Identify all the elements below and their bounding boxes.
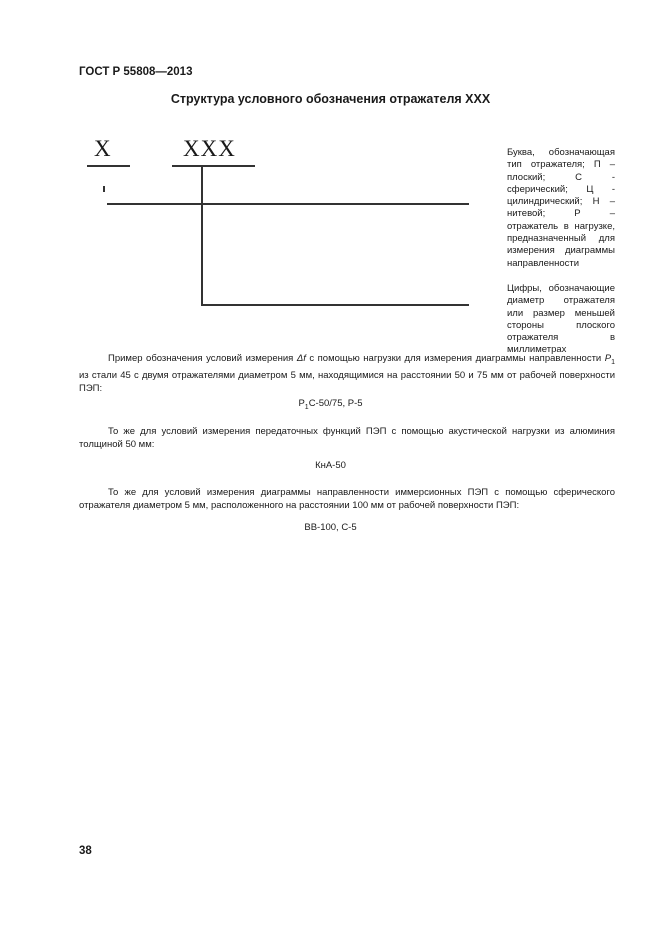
letter-description: Буква, обозначающая тип отражателя; П – плоский; С - сферический; Ц - цилиндрический; Н – нитевой; Р – отражатель в нагрузке, предназначенный для измерения диаграммы направленности — [507, 147, 615, 269]
example-paragraph-2: То же для условий измерения передаточных функций ПЭП с помощью акустической нагрузки из алюминия толщиной 50 мм: — [79, 426, 615, 450]
section-title: Структура условного обозначения отражателя ХХХ — [170, 92, 491, 106]
underline-xxx — [172, 165, 255, 167]
example-paragraph-1: Пример обозначения условий измерения Δf с помощью нагрузки для измерения диаграммы направленности $Р_1$ из стали 45 с двумя отражателями диаметром 5 мм, находящимися на расстоянии 50 и 75 мм от рабочей поверхности ПЭП: — [79, 353, 615, 394]
standard-number: ГОСТ Р 55808—2013 — [79, 66, 193, 78]
formula-2: КнА-50 — [315, 460, 346, 471]
digits-description: Цифры, обозначающие диаметр отражателя или размер меньшей стороны плоского отражателя в миллиметрах — [507, 283, 615, 356]
formula-1: $Р_1С-50/75$, Р-5 — [298, 398, 363, 411]
symbol-xxx: XXX — [183, 136, 236, 161]
leader-horizontal-digits — [201, 304, 469, 306]
leader-vertical-xxx — [201, 166, 203, 305]
example-paragraph-3: То же для условий измерения диаграммы направленности иммерсионных ПЭП с помощью сферического отражателя диаметром 5 мм, расположенного на расстоянии 100 мм от рабочей поверхности ПЭП: — [79, 487, 615, 511]
leader-horizontal-letter — [107, 203, 469, 205]
formula-3: ВВ-100, С-5 — [304, 522, 357, 533]
symbol-x: X — [94, 136, 111, 161]
leader-tick-x — [103, 186, 105, 192]
page-number: 38 — [79, 845, 92, 857]
underline-x — [87, 165, 130, 167]
